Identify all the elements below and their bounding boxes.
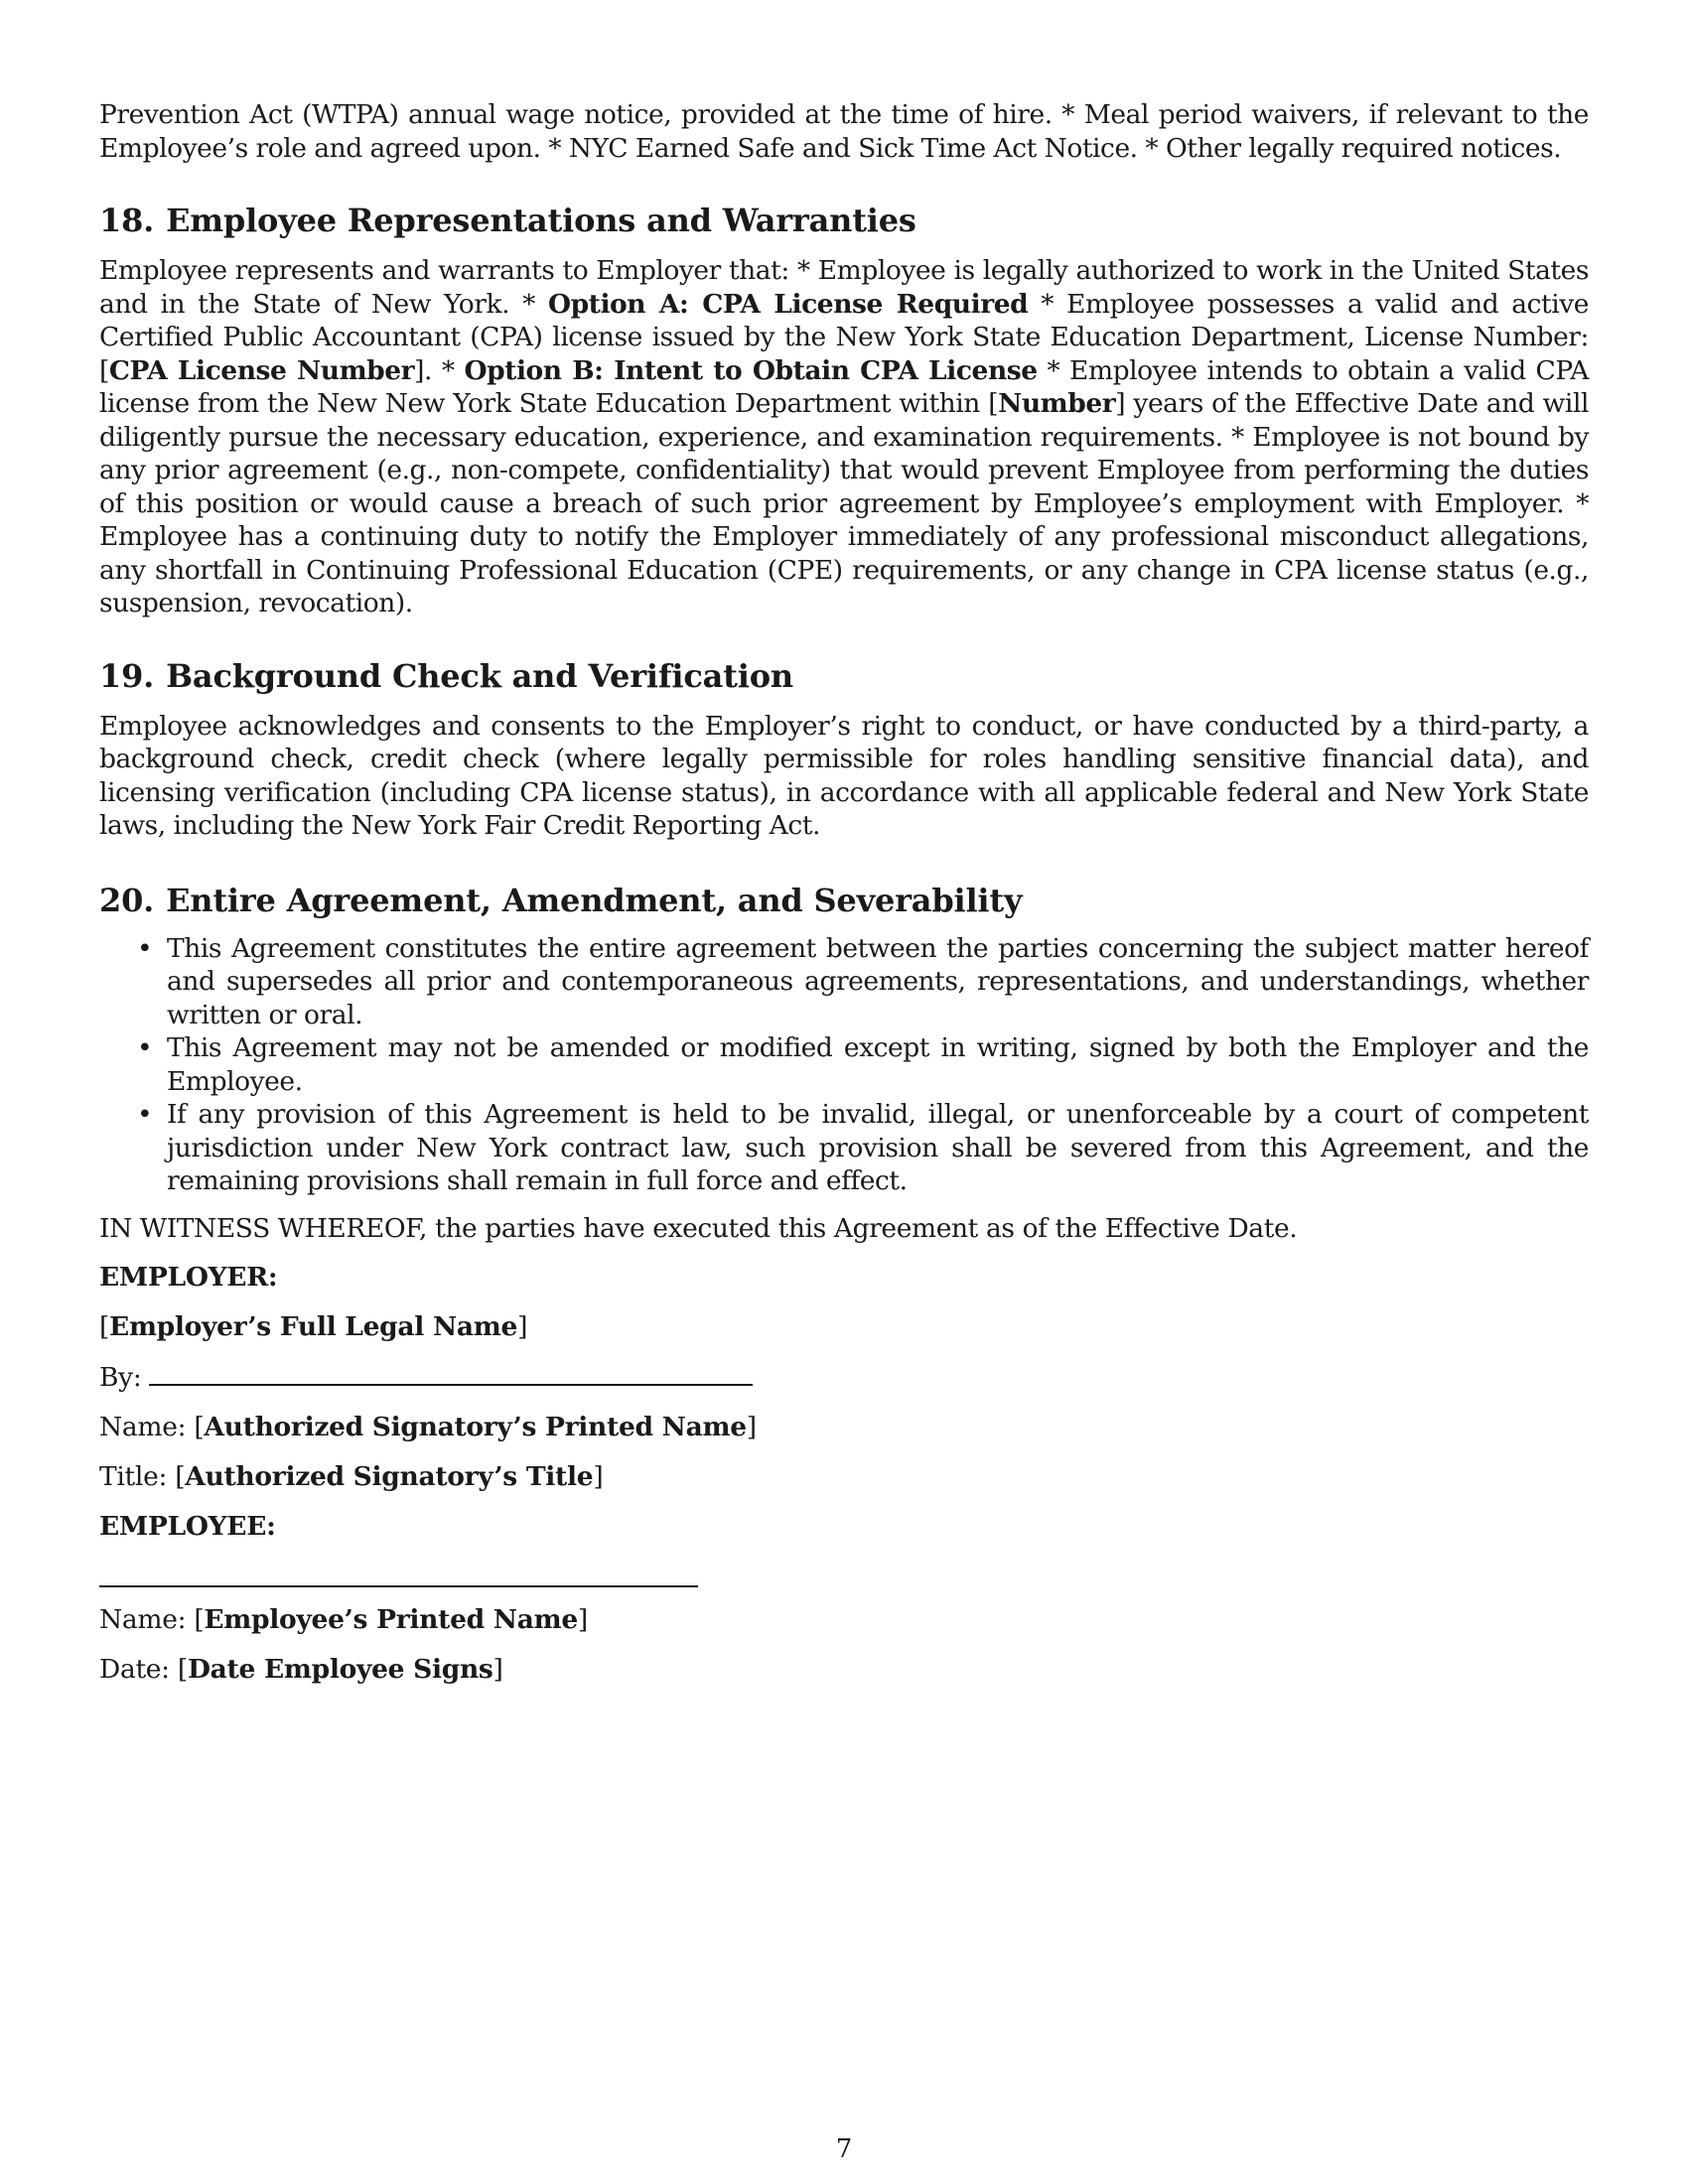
witness-statement: IN WITNESS WHEREOF, the parties have executed this Agreement as of the Effective Date.: [99, 1212, 1298, 1244]
employee-heading-text: EMPLOYEE:: [99, 1510, 276, 1542]
section-18-heading: [99, 201, 1589, 240]
text-run: * Employee possesses a valid and active Certified Public Accountant (CPA) license issued by the New York State Education Department, License Number: [: [99, 288, 1589, 386]
employer-legal-name: [Employer’s Full Legal Name]: [99, 1310, 528, 1342]
list-item: • If any provision of this Agreement is held to be invalid, illegal, or unenforceable by a court of competent jurisdiction under New York contract law, such provision shall be severed from this Agreement, and the remaining provisions shall remain in full force and effect.: [167, 1098, 1589, 1198]
employer-name-line: Name: [Authorized Signatory’s Printed Name]: [99, 1411, 757, 1442]
date-label: Date:: [99, 1653, 170, 1685]
number-placeholder: Number: [998, 388, 1116, 419]
by-label: By:: [99, 1361, 142, 1393]
option-b-label: Option B: Intent to Obtain CPA License: [464, 354, 1038, 386]
text-run: ] years of the Effective Date and will diligently pursue the necessary education, experience, and examination requirements. * Employee is not bound by any prior agreement (e.g., non-compete, confidentiality) that would prevent Employee from performing the duties of this position or would cause a breach of such prior agreement by Employee’s employment with Employer. * Employee has a continuing duty to notify the Employer immediately of any professional misconduct allegations, any shortfall in Continuing Professional Education (CPE) requirements, or any change in CPA license status (e.g., suspension, revocation).: [99, 388, 1589, 618]
title-label: Title:: [99, 1460, 168, 1492]
employee-date-line: Date: [Date Employee Signs]: [99, 1653, 503, 1685]
page-number: 7: [835, 2134, 853, 2164]
text-run: ]. *: [414, 354, 465, 386]
employer-signature-blank[interactable]: [149, 1360, 753, 1386]
section-20-heading: [99, 881, 1589, 920]
employer-legal-name-placeholder: Employer’s Full Legal Name: [109, 1310, 518, 1342]
text-run: * Employee intends to obtain a valid CPA license from the New New York State Education Department within [: [99, 354, 1589, 419]
section-title: Employee Representations and Warranties: [166, 202, 916, 239]
section-title: Entire Agreement, Amendment, and Severability: [166, 881, 1023, 919]
section-number: 20.: [99, 881, 155, 919]
section-title: Background Check and Verification: [166, 656, 793, 695]
intro-paragraph: Prevention Act (WTPA) annual wage notice, provided at the time of hire. * Meal period waivers, if relevant to the Employee’s role and agreed upon. * NYC Earned Safe and Sick Time Act Notice. * Other legally required notices.: [99, 99, 1589, 164]
employee-name-line: Name: [Employee’s Printed Name]: [99, 1603, 588, 1635]
section-19-heading: [99, 656, 1589, 696]
text-run: Employee represents and warrants to Employer that: * Employee is legally authorized to work in the United States and in the State of New York. *: [99, 255, 1589, 320]
employer-heading-text: EMPLOYER:: [99, 1261, 278, 1293]
list-item: • This Agreement constitutes the entire agreement between the parties concerning the subject matter hereof and supersedes all prior and contemporaneous agreements, representations, and understandings, whether written or oral.: [167, 932, 1589, 1032]
name-label: Name:: [99, 1411, 187, 1442]
name-label: Name:: [99, 1603, 187, 1635]
section-19-paragraph: Employee acknowledges and consents to the Employer’s right to conduct, or have conducted by a third-party, a background check, credit check (where legally permissible for roles handling sensitive financial data), and licensing verification (including CPA license status), in accordance with all applicable federal and New York State laws, including the New York Fair Credit Reporting Act.: [99, 710, 1589, 841]
employer-heading: [99, 1261, 1589, 1295]
employer-signature-line: [99, 1360, 1589, 1395]
employer-title-line: Title: [Authorized Signatory’s Title]: [99, 1460, 604, 1492]
option-a-label: Option A: CPA License Required: [547, 288, 1029, 320]
employee-signature-blank[interactable]: [99, 1558, 698, 1587]
signatory-name-placeholder: Authorized Signatory’s Printed Name: [204, 1411, 747, 1442]
employee-name-placeholder: Employee’s Printed Name: [204, 1603, 578, 1635]
section-18-paragraph: [99, 254, 1589, 620]
section-number: 19.: [99, 656, 155, 695]
section-number: 18.: [99, 202, 155, 239]
signatory-title-placeholder: Authorized Signatory’s Title: [185, 1460, 594, 1492]
list-item: • This Agreement may not be amended or modified except in writing, signed by both the Employer and the Employee.: [167, 1031, 1589, 1098]
employee-heading: [99, 1510, 1589, 1544]
section-20-list: [99, 932, 1589, 1198]
employee-date-placeholder: Date Employee Signs: [187, 1653, 493, 1685]
cpa-license-placeholder: CPA License Number: [108, 354, 415, 386]
